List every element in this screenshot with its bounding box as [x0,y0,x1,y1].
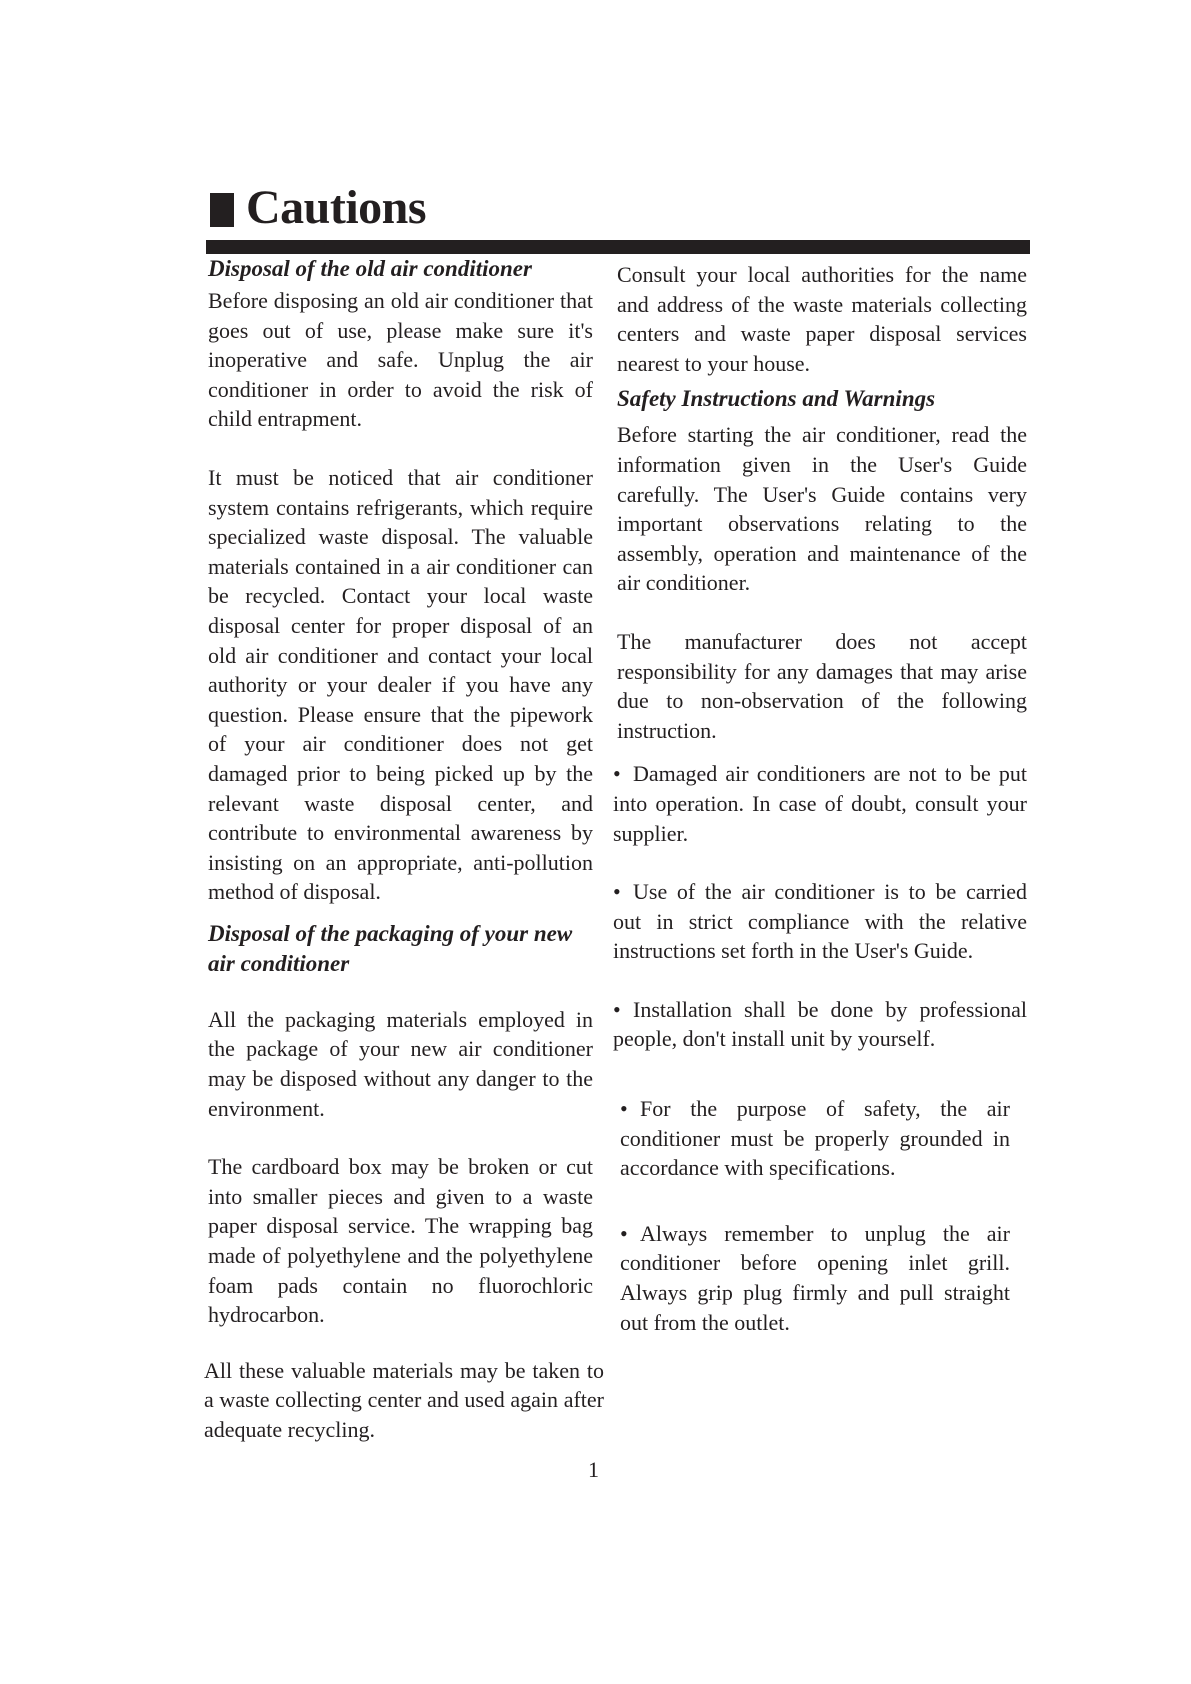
bullet-text-5: Always remember to unplug the air conditioner before opening inlet grill. Always grip plug firmly and pull straight out from the outlet. [620,1220,1010,1335]
heading-disposal-packaging: Disposal of the packaging of your new air conditioner [208,920,573,976]
paragraph-disposal-old-1: Before disposing an old air conditioner that goes out of use, please make sure it's inoperative and safe. Unplug the air conditioner in order to avoid the risk of child entrapment. [208,288,593,432]
bullet-text-3: Installation shall be done by professional people, don't install unit by yourself. [613,996,1027,1052]
page-title [210,178,426,238]
bullet-text-1: Damaged air conditioners are not to be put into operation. In case of doubt, consult your supplier. [613,761,1027,846]
bullet-item-4 [620,1094,1010,1183]
paragraph-consult: Consult your local authorities for the name and address of the waste materials collecting centers and waste paper disposal services nearest to your house. [617,262,1027,376]
heading-safety: Safety Instructions and Warnings [617,386,936,412]
left-column [204,254,604,1445]
bullet-icon: • [613,761,621,787]
page-number: 1 [588,1457,599,1482]
right-column [613,254,1027,1337]
bullet-icon: • [620,1096,628,1122]
bullet-text-2: Use of the air conditioner is to be carried out in strict compliance with the relative instructions set forth in the User's Guide. [613,879,1027,964]
paragraph-disposal-old-2: It must be noticed that air conditioner system contains refrigerants, which require specialized waste disposal. The valuable materials contained in a air conditioner can be recycled. Contact your local waste disposal center for proper disposal of an old air conditioner and contact your local authority or your dealer if you have any question. Please ensure that the pipework of your air conditioner does not get damaged prior to being picked up by the relevant waste disposal center, and contribute to environmental awareness by insisting on an appropriate, anti-pollution method of disposal. [208,464,593,905]
bullet-icon: • [613,996,621,1022]
title-rule [206,240,1030,254]
title-text: Cautions [246,181,427,234]
title-square-icon [210,193,234,227]
paragraph-packaging-3: All these valuable materials may be taken to a waste collecting center and used again after adequate recycling. [204,1357,604,1442]
paragraph-safety-1: Before starting the air conditioner, read the information given in the User's Guide carefully. The User's Guide contains very important observations relating to the assembly, operation and maintenance of the air conditioner. [617,422,1027,596]
bullet-icon: • [620,1220,628,1246]
paragraph-packaging-1: All the packaging materials employed in the package of your new air conditioner may be disposed without any danger to the environment. [208,1006,593,1121]
bullet-item-1 [613,759,1027,848]
paragraph-safety-2: The manufacturer does not accept responsibility for any damages that may arise due to non-observation of the following instruction. [617,628,1027,743]
bullet-text-4: For the purpose of safety, the air conditioner must be properly grounded in accordance with specifications. [620,1096,1010,1181]
bullet-item-5 [620,1219,1010,1337]
bullet-icon: • [613,879,621,905]
paragraph-packaging-2: The cardboard box may be broken or cut into smaller pieces and given to a waste paper disposal service. The wrapping bag made of polyethylene and the polyethylene foam pads contain no fluorochloric hydrocarbon. [208,1154,593,1328]
heading-disposal-old: Disposal of the old air conditioner [208,256,532,281]
bullet-item-2 [613,877,1027,966]
bullet-item-3 [613,995,1027,1054]
